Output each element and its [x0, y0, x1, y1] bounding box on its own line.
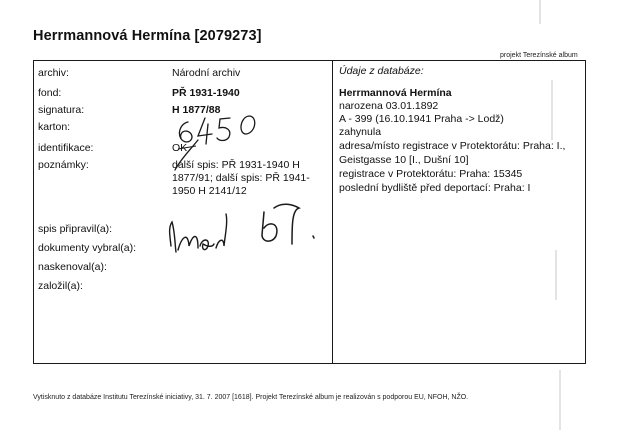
database-registration: registrace v Protektorátu: Praha: 15345 — [339, 168, 523, 180]
database-name: Herrmannová Hermína — [339, 87, 452, 99]
record-card — [33, 60, 586, 364]
label-notes: poznámky: — [38, 159, 89, 171]
column-divider — [332, 61, 333, 363]
database-born: narozena 03.01.1892 — [339, 100, 439, 112]
label-filed-by: založil(a): — [38, 280, 83, 292]
footer-note: Vytisknuto z databáze Institutu Terezínské iniciativy, 31. 7. 2007 [1618]. Projekt Terezínské album je realizován s podporou EU, NFOH, NŽO. — [33, 394, 469, 401]
page-title: Herrmannová Hermína [2079273] — [33, 28, 262, 44]
value-identification: OK — [172, 142, 188, 154]
label-signature: signatura: — [38, 104, 85, 116]
label-documents-selected-by: dokumenty vybral(a): — [38, 242, 137, 254]
label-scanned-by: naskenoval(a): — [38, 261, 107, 273]
database-heading: Údaje z databáze: — [339, 65, 424, 77]
database-last-residence: poslední bydliště před deportací: Praha: I — [339, 182, 531, 194]
database-address: adresa/místo registrace v Protektorátu: Praha: I., — [339, 140, 566, 152]
label-identification: identifikace: — [38, 142, 94, 154]
label-box: karton: — [38, 121, 71, 133]
value-fond: PŘ 1931-1940 — [172, 87, 240, 99]
label-prepared-by: spis připravil(a): — [38, 223, 113, 235]
database-status: zahynula — [339, 126, 382, 138]
label-fond: fond: — [38, 87, 62, 99]
database-address-cont: Geistgasse 10 [I., Dušní 10] — [339, 154, 469, 166]
value-signature: H 1877/88 — [172, 104, 221, 116]
value-archive: Národní archiv — [172, 67, 241, 79]
value-notes: další spis: PŘ 1931-1940 H 1877/91; další spis: PŘ 1941-1950 H 2141/12 — [172, 159, 310, 197]
database-transport: A - 399 (16.10.1941 Praha -> Lodž) — [339, 113, 504, 125]
label-archive: archiv: — [38, 67, 69, 79]
project-label: projekt Terezínské album — [500, 52, 578, 59]
